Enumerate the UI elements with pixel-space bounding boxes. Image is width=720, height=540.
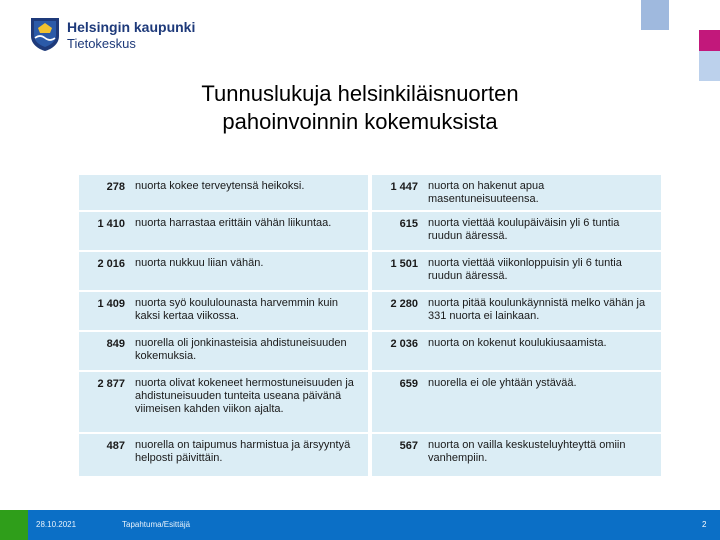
deco-square-blue	[641, 0, 669, 30]
stats-column-left	[79, 175, 368, 476]
stats-grid	[79, 175, 661, 476]
stat-row	[372, 212, 661, 250]
stat-value: 2 036	[390, 338, 418, 350]
dept-name: Tietokeskus	[67, 36, 136, 51]
stat-text: nuorta viettää koulupäiväisin yli 6 tuntia ruudun ääressä.	[428, 217, 620, 242]
stat-row	[79, 372, 368, 432]
stat-value: 1 409	[97, 298, 125, 310]
org-name: Helsingin kaupunki	[67, 19, 196, 35]
stat-text: nuorta on hakenut apua masentuneisuuteensa.	[428, 180, 545, 205]
stat-row	[79, 332, 368, 370]
stat-text: nuorta on kokenut koulukiusaamista.	[428, 337, 607, 349]
stat-text: nuorta olivat kokeneet hermostuneisuuden ja ahdistuneisuuden tunteita useana päivänä viimeisen kahden viikon ajalta.	[135, 377, 354, 415]
stat-text: nuorta pitää koulunkäynnistä melko vähän ja 331 nuorta ei lainkaan.	[428, 297, 646, 322]
page-number: 2	[702, 520, 707, 529]
stat-value: 659	[399, 378, 418, 390]
stat-row	[372, 434, 661, 476]
stat-text: nuorta viettää viikonloppuisin yli 6 tuntia ruudun ääressä.	[428, 257, 622, 282]
stat-text: nuorella on taipumus harmistua ja ärsyyntyä helposti päivittäin.	[135, 439, 351, 464]
stat-value: 615	[399, 218, 418, 230]
helsinki-logo	[30, 16, 230, 56]
stat-row	[372, 332, 661, 370]
stat-text: nuorella ei ole yhtään ystävää.	[428, 377, 577, 389]
stat-value: 2 280	[390, 298, 418, 310]
stat-row	[79, 252, 368, 290]
stat-text: nuorta nukkuu liian vähän.	[135, 257, 264, 269]
stat-text: nuorta syö koululounasta harvemmin kuin kaksi kertaa viikossa.	[135, 297, 339, 322]
stat-row	[79, 434, 368, 476]
stats-column-right	[372, 175, 661, 476]
deco-square-lightblue	[699, 51, 720, 81]
stat-value: 487	[106, 440, 125, 452]
slide-title-line1: Tunnuslukuja helsinkiläisnuorten	[201, 81, 519, 106]
stat-row	[79, 212, 368, 250]
deco-square-magenta	[699, 30, 720, 51]
stat-value: 278	[106, 181, 125, 193]
stat-row	[79, 292, 368, 330]
footer-accent	[0, 510, 28, 540]
stat-value: 1 410	[97, 218, 125, 230]
stat-value: 1 447	[390, 181, 418, 193]
stat-value: 2 016	[97, 258, 125, 270]
footer-bar	[0, 510, 720, 540]
stat-value: 2 877	[97, 378, 125, 390]
stat-text: nuorta on vailla keskusteluyhteyttä omiin vanhempiin.	[428, 439, 626, 464]
stat-value: 849	[106, 338, 125, 350]
stat-row	[372, 252, 661, 290]
stat-text: nuorta kokee terveytensä heikoksi.	[135, 180, 305, 192]
footer-event: Tapahtuma/Esittäjä	[122, 520, 191, 529]
slide-title-line2: pahoinvoinnin kokemuksista	[222, 109, 498, 134]
stat-text: nuorta harrastaa erittäin vähän liikuntaa.	[135, 217, 332, 229]
helsinki-crest-icon	[30, 16, 60, 52]
stat-value: 567	[399, 440, 418, 452]
slide-title	[100, 80, 620, 136]
stat-row	[372, 175, 661, 210]
footer-date: 28.10.2021	[36, 520, 77, 529]
stat-row	[79, 175, 368, 210]
stat-row	[372, 372, 661, 432]
stat-text: nuorella oli jonkinasteisia ahdistuneisuuden kokemuksia.	[135, 337, 347, 362]
stat-value: 1 501	[390, 258, 418, 270]
stat-row	[372, 292, 661, 330]
